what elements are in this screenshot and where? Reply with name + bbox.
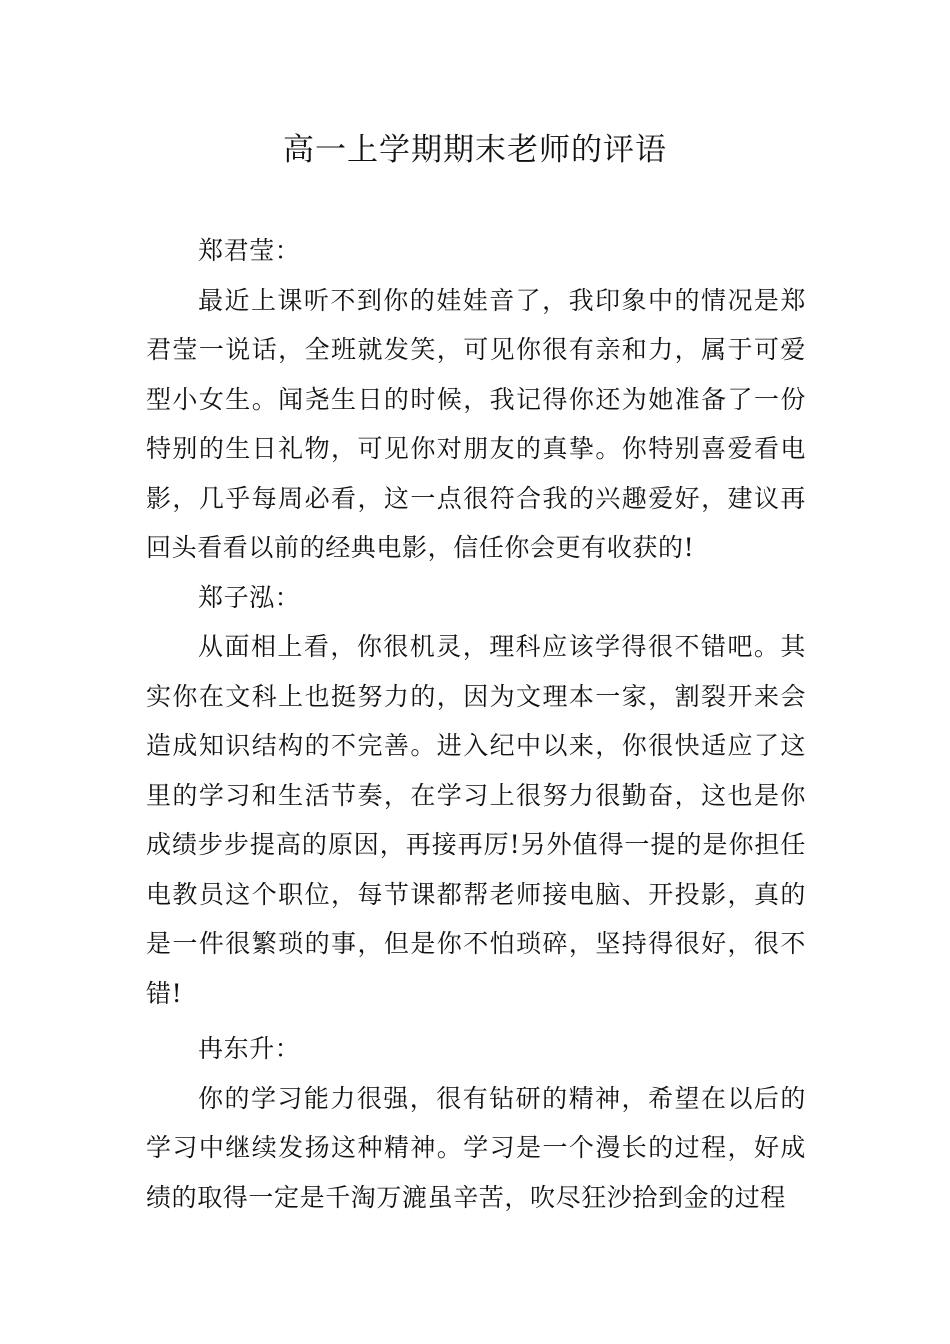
student-name-ran-dongsheng: 冉东升： [198,1034,301,1063]
document-title: 高一上学期期末老师的评语 [283,132,667,168]
student-name-zheng-zihong: 郑子泓： [198,582,301,612]
comment-paragraph-zheng-junying: 最近上课听不到你的娃娃音了，我印象中的情况是郑君莹一说话，全班就发笑，可见你很有亲和力，属于可爱型小女生。闻尧生日的时候，我记得你还为她准备了一份特别的生日礼物，可见你对朋友的真挚。你特别喜爱看电影，几乎每周必看，这一点很符合我的兴趣爱好，建议再回头看看以前的经典电影，信任你会更有收获的! [146,285,806,562]
comment-paragraph-zheng-zihong: 从面相上看，你很机灵，理科应该学得很不错吧。其实你在文科上也挺努力的，因为文理本一家，割裂开来会造成知识结构的不完善。进入纪中以来，你很快适应了这里的学习和生活节奏，在学习上很努力很勤奋，这也是你成绩步步提高的原因，再接再厉!另外值得一提的是你担任电教员这个职位，每节课都帮老师接电脑、开投影，真的是一件很繁琐的事，但是你不怕琐碎，坚持得很好，很不错! [146,632,806,1008]
document-body [146,226,806,1222]
student-name-zheng-junying: 郑君莹： [198,236,301,265]
comment-paragraph-ran-dongsheng: 你的学习能力很强，很有钻研的精神，希望在以后的学习中继续发扬这种精神。学习是一个漫长的过程，好成绩的取得一定是千淘万漉虽辛苦，吹尽狂沙拾到金的过程 [146,1083,806,1212]
